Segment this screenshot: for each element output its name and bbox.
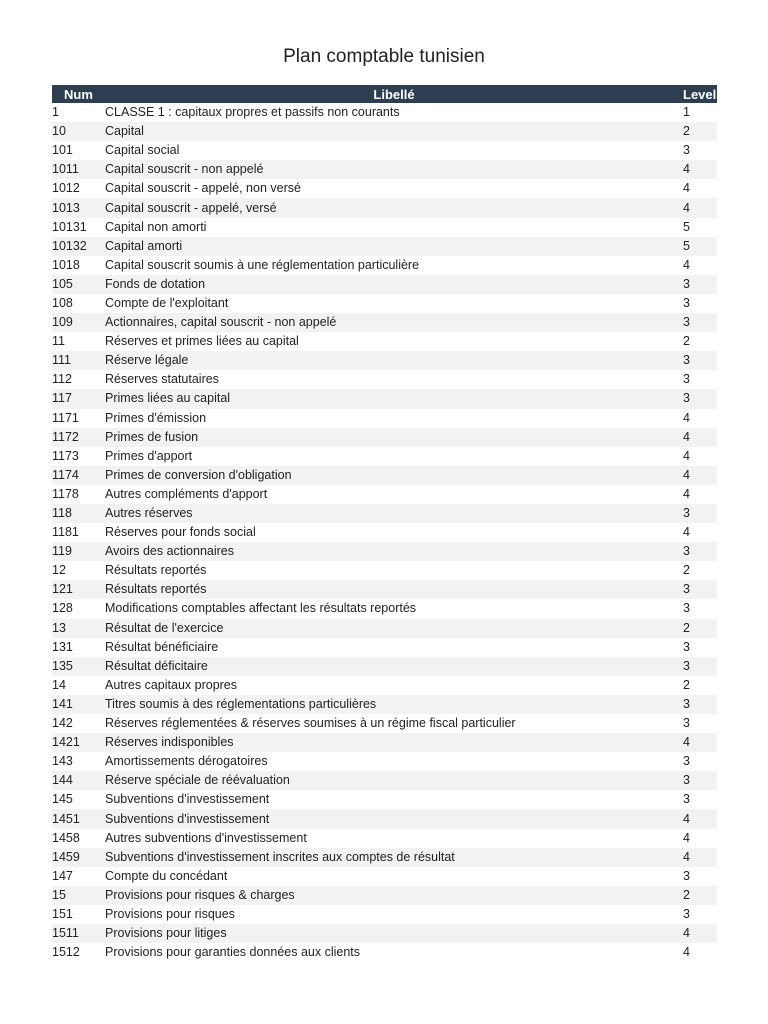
table-row [52, 542, 717, 561]
account-label: Compte de l'exploitant [105, 295, 229, 310]
account-label: Résultats reportés [105, 580, 683, 599]
account-level: 3 [683, 657, 717, 676]
table-row [52, 619, 717, 638]
account-label: Actionnaires, capital souscrit - non appelé [105, 313, 683, 332]
table-row [52, 771, 717, 790]
account-level: 4 [683, 945, 690, 960]
account-level: 3 [683, 906, 690, 921]
account-number: 1459 [52, 848, 105, 867]
account-label: Provisions pour garanties données aux clients [105, 945, 361, 960]
table-row [52, 103, 717, 122]
account-level: 4 [683, 160, 717, 179]
account-level: 3 [683, 351, 717, 370]
account-label: Modifications comptables affectant les résultats reportés [105, 601, 417, 616]
account-level: 4 [683, 733, 717, 752]
account-number: 131 [52, 639, 73, 654]
account-level: 4 [683, 924, 717, 943]
account-number: 108 [52, 295, 73, 310]
table-row [52, 198, 717, 217]
header-label: Libellé [105, 85, 683, 103]
account-number: 1512 [52, 945, 80, 960]
account-level: 2 [683, 619, 717, 638]
table-row [52, 638, 717, 657]
account-number: 10131 [52, 219, 87, 234]
account-number: 1018 [52, 257, 80, 272]
table-row [52, 599, 717, 618]
account-number: 10 [52, 122, 105, 141]
account-level: 4 [683, 525, 690, 540]
account-label: Provisions pour litiges [105, 924, 683, 943]
account-number: 1173 [52, 448, 79, 463]
table-row [52, 122, 717, 141]
account-level: 3 [683, 580, 717, 599]
account-number: 10132 [52, 237, 105, 256]
header-level: Level [683, 86, 717, 102]
account-level: 4 [683, 448, 690, 463]
table-row [52, 275, 717, 294]
table-row [52, 504, 717, 523]
account-label: Autres capitaux propres [105, 677, 238, 692]
account-level: 2 [683, 334, 690, 349]
account-level: 3 [683, 601, 690, 616]
account-number: 1171 [52, 410, 79, 425]
account-label: Résultat bénéficiaire [105, 639, 219, 654]
account-label: Réserves réglementées & réserves soumises à un régime fiscal particulier [105, 716, 516, 731]
account-label: Capital souscrit - appelé, versé [105, 198, 683, 217]
account-label: Primes de conversion d'obligation [105, 466, 683, 485]
account-label: Capital souscrit - appelé, non versé [105, 181, 301, 196]
account-number: 1511 [52, 924, 105, 943]
table-row [52, 790, 717, 809]
account-number: 13 [52, 619, 105, 638]
account-number: 101 [52, 143, 73, 158]
account-level: 4 [683, 257, 690, 272]
account-label: Fonds de dotation [105, 275, 683, 294]
account-level: 4 [683, 809, 717, 828]
account-level: 4 [683, 181, 690, 196]
account-number: 1174 [52, 466, 105, 485]
account-label: Primes liées au capital [105, 389, 683, 408]
account-label: Capital non amorti [105, 219, 207, 234]
account-label: Subventions d'investissement [105, 792, 270, 807]
account-level: 3 [683, 771, 717, 790]
account-number: 117 [52, 389, 105, 408]
table-row [52, 752, 717, 771]
account-number: 151 [52, 906, 73, 921]
account-number: 1172 [52, 428, 105, 447]
account-label: Résultat déficitaire [105, 657, 683, 676]
account-number: 112 [52, 372, 72, 387]
table-row [52, 351, 717, 370]
account-label: Réserve légale [105, 351, 683, 370]
account-label: Résultats reportés [105, 563, 207, 578]
account-level: 2 [683, 122, 717, 141]
account-label: Primes d'apport [105, 448, 193, 463]
account-level: 4 [683, 830, 690, 845]
table-row [52, 943, 717, 962]
account-label: Primes d'émission [105, 410, 207, 425]
account-label: Capital social [105, 143, 180, 158]
account-number: 11 [52, 334, 65, 349]
table-row [52, 447, 717, 466]
account-level: 3 [683, 542, 717, 561]
account-level: 3 [683, 143, 690, 158]
account-number: 1012 [52, 181, 80, 196]
table-row [52, 924, 717, 943]
account-level: 5 [683, 237, 717, 256]
table-row [52, 160, 717, 179]
account-number: 118 [52, 504, 105, 523]
table-row [52, 294, 717, 313]
accounts-table [52, 85, 717, 962]
account-number: 111 [52, 351, 105, 370]
account-number: 142 [52, 716, 73, 731]
account-label: Provisions pour risques [105, 906, 235, 921]
table-row [52, 848, 717, 867]
account-level: 3 [683, 313, 717, 332]
account-level: 3 [683, 754, 690, 769]
account-number: 1181 [52, 525, 79, 540]
table-row [52, 523, 717, 542]
account-label: Titres soumis à des réglementations particulières [105, 695, 683, 714]
account-label: Autres réserves [105, 504, 683, 523]
account-level: 3 [683, 695, 717, 714]
account-level: 4 [683, 198, 717, 217]
account-number: 1451 [52, 809, 105, 828]
account-number: 1011 [52, 160, 105, 179]
account-number: 1013 [52, 198, 105, 217]
account-label: Réserves statutaires [105, 372, 219, 387]
account-level: 3 [683, 275, 717, 294]
account-number: 1 [52, 105, 59, 120]
account-number: 15 [52, 886, 105, 905]
account-level: 3 [683, 295, 690, 310]
table-row [52, 561, 717, 580]
account-level: 3 [683, 639, 690, 654]
account-level: 4 [683, 848, 717, 867]
account-number: 121 [52, 580, 105, 599]
account-label: Avoirs des actionnaires [105, 542, 683, 561]
table-row [52, 218, 717, 237]
account-level: 3 [683, 792, 690, 807]
account-level: 4 [683, 486, 690, 501]
header-num: Num [52, 85, 105, 103]
account-level: 4 [683, 466, 717, 485]
table-row [52, 485, 717, 504]
table-row [52, 256, 717, 275]
table-row [52, 409, 717, 428]
account-number: 141 [52, 695, 105, 714]
account-level: 3 [683, 372, 690, 387]
account-number: 105 [52, 275, 105, 294]
account-label: Compte du concédant [105, 868, 228, 883]
table-row [52, 657, 717, 676]
account-label: Amortissements dérogatoires [105, 754, 268, 769]
account-level: 4 [683, 428, 717, 447]
table-row [52, 466, 717, 485]
table-row [52, 809, 717, 828]
table-row [52, 695, 717, 714]
account-number: 14 [52, 677, 66, 692]
account-number: 135 [52, 657, 105, 676]
account-label: Réserves pour fonds social [105, 525, 256, 540]
account-label: Capital amorti [105, 237, 683, 256]
table-row [52, 676, 717, 695]
table-row [52, 905, 717, 924]
table-header-row [52, 85, 717, 103]
account-level: 2 [683, 563, 690, 578]
table-row [52, 714, 717, 733]
account-level: 5 [683, 219, 690, 234]
account-label: Autres compléments d'apport [105, 486, 268, 501]
account-label: Réserves indisponibles [105, 733, 683, 752]
account-level: 2 [683, 677, 690, 692]
table-row [52, 733, 717, 752]
account-number: 1421 [52, 733, 105, 752]
account-number: 1458 [52, 830, 80, 845]
account-label: Provisions pour risques & charges [105, 886, 683, 905]
account-level: 1 [683, 105, 690, 120]
account-label: Capital souscrit - non appelé [105, 160, 683, 179]
account-label: Capital [105, 122, 683, 141]
account-label: Subventions d'investissement inscrites aux comptes de résultat [105, 848, 683, 867]
account-label: Autres subventions d'investissement [105, 830, 307, 845]
table-row [52, 829, 717, 848]
account-level: 3 [683, 389, 717, 408]
page-title: Plan comptable tunisien [283, 46, 485, 67]
account-number: 147 [52, 868, 73, 883]
table-row [52, 141, 717, 160]
table-row [52, 313, 717, 332]
table-row [52, 389, 717, 408]
account-label: Réserves et primes liées au capital [105, 334, 299, 349]
account-label: Subventions d'investissement [105, 809, 683, 828]
account-number: 12 [52, 563, 66, 578]
account-number: 145 [52, 792, 73, 807]
account-level: 2 [683, 886, 717, 905]
account-number: 128 [52, 601, 73, 616]
table-row [52, 867, 717, 886]
account-label: Primes de fusion [105, 428, 683, 447]
table-row [52, 428, 717, 447]
table-row [52, 332, 717, 351]
account-level: 3 [683, 716, 690, 731]
account-level: 4 [683, 410, 690, 425]
account-label: Réserve spéciale de réévaluation [105, 771, 683, 790]
account-number: 143 [52, 754, 73, 769]
account-level: 3 [683, 868, 690, 883]
table-row [52, 370, 717, 389]
account-number: 1178 [52, 486, 79, 501]
account-number: 119 [52, 542, 105, 561]
table-row [52, 580, 717, 599]
account-label: CLASSE 1 : capitaux propres et passifs non courants [105, 105, 400, 120]
account-number: 144 [52, 771, 105, 790]
table-row [52, 179, 717, 198]
table-row [52, 886, 717, 905]
account-label: Résultat de l'exercice [105, 619, 683, 638]
account-label: Capital souscrit soumis à une réglementation particulière [105, 257, 420, 272]
account-number: 109 [52, 313, 105, 332]
account-level: 3 [683, 504, 717, 523]
table-row [52, 237, 717, 256]
